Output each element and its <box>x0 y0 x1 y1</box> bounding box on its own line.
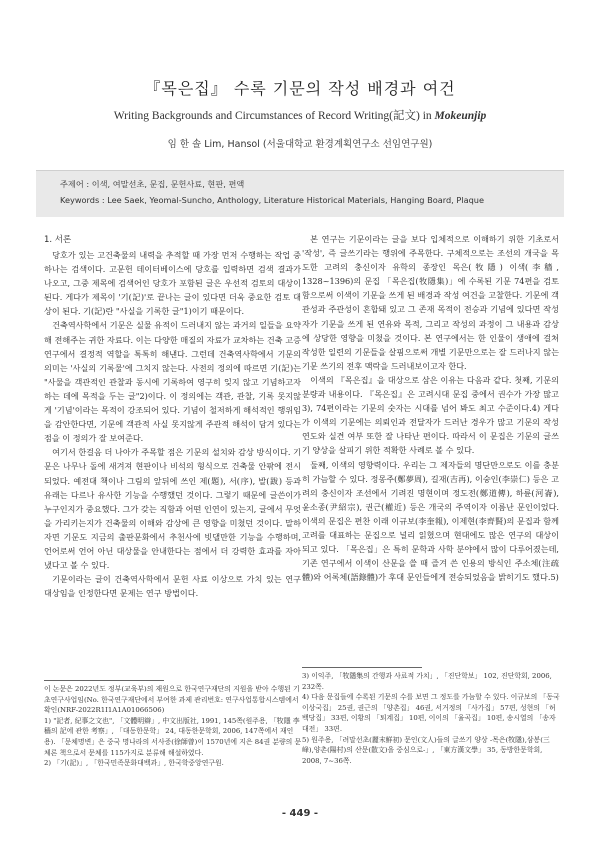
footnote: 2) 「기(記)」, 「한국민족문화대백과」, 한국학중앙연구원. <box>44 759 224 768</box>
paper-title: 『목은집』 수록 기문의 작성 배경과 여건 <box>144 79 456 98</box>
body-paragraph: 둘째, 이색의 영향력이다. 우리는 그 제자들의 명단만으로도 이를 충분히 가늠할 수 있다. 정몽주(鄭夢周), 길재(吉再), 이숭인(李崇仁) 등은 고려의 충신이자 조선에서 기려진 명현이며 정도전(鄭道傳), 하륜(河崙), 윤소종(尹紹宗), 권근(權近) 등은 개국의 주역이자 이름난 문인이었다. 이색의 문집은 편찬 이래 이규보(李奎報), 이제현(李齊賢)의 문집과 함께 고려를 대표하는 문집으로 널리 읽혔으며 현대에도 많은 연구의 대상이 되고 있다. 「목은집」은 특히 문학과 사학 분야에서 많이 다루어졌는데, 기존 연구에서 이색이 산문을 쓸 때 즐겨 쓴 인용의 방식인 주소체(注疏體)와 어록체(語錄體)가 후대 문인들에게 전승되었음을 밝히기도 했다.5) <box>302 459 559 583</box>
paper-subtitle <box>0 107 600 123</box>
body-paragraph: 이색의 『목은집』을 대상으로 삼은 이유는 다음과 같다. 첫째, 기문의 분량과 내용이다. 『목은집』은 고려시대 문집 중에서 권수가 가장 많고3), 74편이라는 기문의 숫자는 시대를 넘어 봐도 최고 수준이다.4) 게다가 이색의 기문에는 의뢰인과 전달자가 드러난 경우가 많고 기문의 작성 연도와 실견 여부 또한 잘 나타난 편이다. 따라서 이 문집은 기문의 글쓰기 양상을 살피기 위한 적확한 사례로 볼 수 있다. <box>302 374 559 456</box>
keywords-english: Keywords : Lee Saek, Yeomal-Suncho, Anthology, Literature Historical Materials, Hanging Board, Plaque <box>60 195 485 205</box>
footnote: 3) 이익주, 「牧隱集의 간행과 사료적 가치」, 「진단학보」 102, 진단학회, 2006, 232쪽. <box>302 672 552 691</box>
footnote: 이 논문은 2022년도 정부(교육부)의 재원으로 한국연구재단의 지원을 받아 수행된 기초연구사업임(No. 한국연구재단에서 부여한 과제 관리번호: 연구사업통합시스템에서 확인(NRF-2022R1I1A1A01066506) <box>44 685 300 715</box>
footnote: 5) 원주용, 「려말선초(麗末鮮初) 문인(文人)들의 글쓰기 양상 -목은(牧隱),삼봉(三峰),양촌(陽村)의 산문(散文)을 중심으로-」, 「東方漢文學」 35, 동방한문학회, 2008, 7~36쪽. <box>302 735 550 765</box>
right-column <box>302 232 559 584</box>
subtitle-italic: Mokeunjip <box>434 110 487 122</box>
footnote: 1) "記者, 紀事之文也", 「文體明辯」, 中文出版社, 1991, 145쪽(원주용, 「牧隱 李穡의 記에 관한 考察」, 「대동한문학」 24, 대동한문학회, 2006, 147쪽에서 재인용). 「문체명변」은 중국 명나라의 서사증(徐師曾)이 1570년에 지은 84권 분량의 문체론 책으로서 문체를 115가지로 분류해 해설하였다. <box>44 716 302 757</box>
body-paragraph: 당호가 있는 고건축물의 내력을 추적할 때 가장 먼저 수행하는 작업 중 하나는 검색이다. 고문헌 데이터베이스에 당호를 입력하면 검색 결과가 나오고, 그중 제목에 검색어인 당호가 포함된 글은 우선적 검토의 대상이 된다. 게다가 제목이 '기(記)'로 끝나는 글이 있다면 더욱 중요한 검토 대상이 된다. 기(記)란 "사실을 기록한 글"1)이기 때문이다. <box>44 250 301 317</box>
keywords-korean: 주제어 : 이색, 여말선초, 문집, 문헌사료, 현판, 편액 <box>60 179 245 189</box>
page-number: - 449 - <box>281 808 319 819</box>
footnote: 4) 다음 문집들에 수록된 기문의 수를 보면 그 정도를 가늠할 수 있다. 이규보의 「동국이상국집」 25권, 권근의 「양촌집」 46권, 서거정의 「사가집」 57편, 성현의 「허백당집」 33편, 이황의 「퇴계집」 10편, 이이의 「율곡집」 10편, 송시열의 「송자대전」 33편. <box>302 693 560 733</box>
footnotes-left <box>44 684 302 769</box>
author-line: 임 한 솔 Lim, Hansol (서울대학교 환경계획연구소 선임연구원) <box>167 139 433 150</box>
body-paragraph: 건축역사학에서 기문은 실물 유적이 드러내지 않는 과거의 일들을 요약해 전해주는 귀한 자료다. 이는 다양한 매질의 자료가 교차하는 건축 고증 연구에서 결정적 역할을 톡톡히 해낸다. 그런데 건축역사학에서 기문의 의미는 '사실의 기록물'에 그치지 않는다. 사전의 정의에 따르면 기(記)는 "사물을 객관적인 관찰과 동시에 기록하여 영구히 잊지 않고 기념하고자 하는 데에 목적을 두는 글"2)이다. 이 정의에는 객관, 관찰, 기록 못지않게 '기념'이라는 목적이 강조되어 있다. 기념이 철저하게 해석적인 행위임을 감안한다면, 기문에 객관적 사실 못지않게 주관적 해석이 담겨 있다는 점을 이 정의가 잘 보여준다. <box>44 320 301 444</box>
body-paragraph: 여기서 한걸음 더 나아가 주목할 점은 기문의 설치와 감상 방식이다. 기문은 나무나 돌에 새겨져 현판이나 비석의 형식으로 건축물 안팎에 전시되었다. 예전대 책이나 그림의 앞뒤에 쓰인 제(題), 서(序), 발(跋) 등과 유래는 다르나 유사한 기능을 수행했던 것이다. 그렇기 때문에 글쓴이가 누구인지가 중요했다. 그가 갖는 직함과 어떤 인연이 있는지, 글에서 무엇을 가리키는지가 건축물의 이해와 감상에 큰 영향을 미쳤던 것이다. 말하자면 기문도 지금의 출판문화에서 추천사에 빗댈만한 기능을 수행하며, 언어로써 언어 아닌 대상물을 안내한다는 점에서 더 강력한 효과를 자아냈다고 볼 수 있다. <box>44 447 301 571</box>
section-heading-introduction: 1. 서론 <box>44 235 72 245</box>
keywords-box <box>36 170 564 217</box>
body-paragraph: 본 연구는 기문이라는 글을 보다 입체적으로 이해하기 위한 기초로서 '작성', 즉 글쓰기라는 행위에 주목한다. 구체적으로는 조선의 개국을 목도한 고려의 충신이자 유학의 종장인 목은(牧隱) 이색(李穡, 1328~1396)의 문집 「목은집(牧隱集)」에 수록된 기문 74편을 검토함으로써 이색이 기문을 쓰게 된 배경과 작성 여건을 고찰한다. 기문에 객관성과 주관성이 혼합돼 있고 그 존재 목적이 전승과 기념에 있다면 작성자가 기문을 쓰게 된 연유와 목적, 그리고 작성의 과정이 그 내용과 감상에 상당한 영향을 미쳤을 것이다. 본 연구에서는 한 인물이 생애에 걸쳐 작성한 일련의 기문들을 살핌으로써 개별 기문만으로는 잘 드러나지 않는 기문 쓰기의 전후 맥락을 드러내보이고자 한다. <box>302 234 559 371</box>
subtitle-text: Writing Backgrounds and Circumstances of Record Writing(記文) in <box>113 110 435 122</box>
body-paragraph: 기문이라는 글이 건축역사학에서 문헌 사료 이상으로 가치 있는 연구 대상임을 인정한다면 문제는 연구 방법이다. <box>44 574 301 599</box>
footnotes-right <box>302 671 560 766</box>
footnote-separator <box>44 680 164 681</box>
footnote-separator <box>302 667 422 668</box>
left-column <box>44 232 301 600</box>
